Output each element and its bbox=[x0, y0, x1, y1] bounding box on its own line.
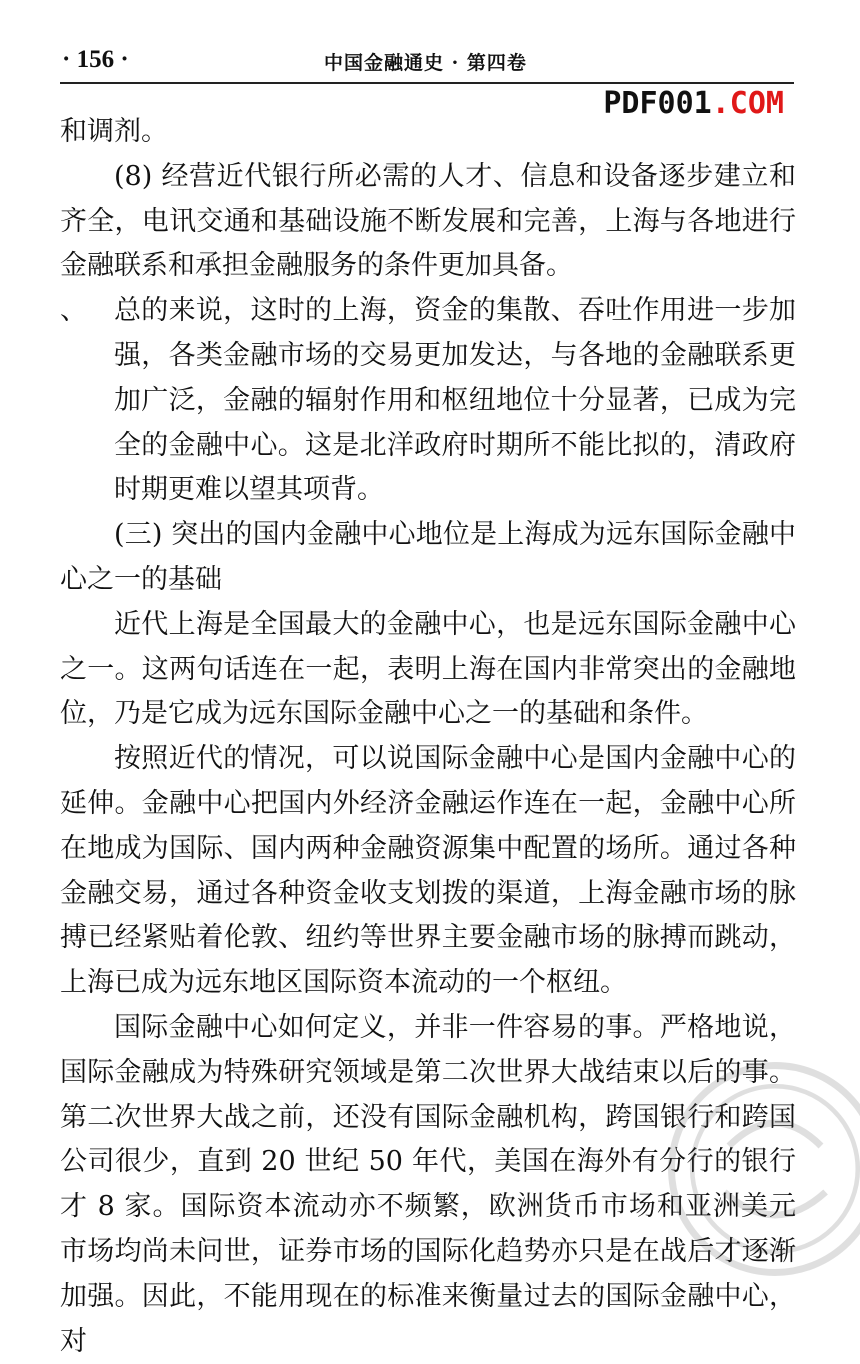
paragraph: 近代上海是全国最大的金融中心，也是远东国际金融中心之一。这两句话连在一起，表明上海在国内非常突出的金融地位，乃是它成为远东国际金融中心之一的基础和条件。 bbox=[60, 603, 796, 737]
paragraph: (8) 经营近代银行所必需的人才、信息和设备逐步建立和齐全，电讯交通和基础设施不断发展和完善，上海与各地进行金融联系和承担金融服务的条件更加具备。 bbox=[60, 155, 796, 289]
paragraph: 国际金融中心如何定义，并非一件容易的事。严格地说，国际金融成为特殊研究领域是第二次世界大战结束以后的事。第二次世界大战之前，还没有国际金融机构，跨国银行和跨国公司很少，直到 20 世纪 50 年代，美国在海外有分行的银行才 8 家。国际资本流动亦不频繁，欧洲货币市场和亚洲美元市场均尚未问世，证券市场的国际化趋势亦只是在战后才逐渐加强。因此，不能用现在的标准来衡量过去的国际金融中心，对 bbox=[60, 1006, 796, 1364]
running-title: 中国金融通史 · 第四卷 bbox=[324, 48, 527, 75]
paragraph: 按照近代的情况，可以说国际金融中心是国内金融中心的延伸。金融中心把国内外经济金融运作连在一起，金融中心所在地成为国际、国内两种金融资源集中配置的场所。通过各种金融交易，通过各种资金收支划拨的渠道，上海金融市场的脉搏已经紧贴着伦敦、纽约等世界主要金融市场的脉搏而跳动，上海已成为远东地区国际资本流动的一个枢纽。 bbox=[60, 737, 796, 1006]
header-rule bbox=[60, 82, 794, 84]
paragraph-text: 总的来说，这时的上海，资金的集散、吞吐作用进一步加强，各类金融市场的交易更加发达，与各地的金融联系更加广泛，金融的辐射作用和枢纽地位十分显著，已成为完全的金融中心。这是北洋政府时期所不能比拟的，清政府时期更难以望其项背。 bbox=[114, 295, 796, 505]
paragraph bbox=[60, 289, 796, 513]
watermark-stamp-icon bbox=[660, 1054, 860, 1284]
paragraph: 和调剂。 bbox=[60, 110, 796, 155]
section-heading: (三) 突出的国内金融中心地位是上海成为远东国际金融中心之一的基础 bbox=[60, 513, 796, 603]
page-number: · 156 · bbox=[62, 46, 129, 74]
watermark-prefix: PDF001 bbox=[603, 86, 711, 121]
stray-mark: 、 bbox=[60, 289, 87, 334]
watermark-suffix: .COM bbox=[712, 86, 784, 121]
page-header bbox=[62, 44, 792, 80]
